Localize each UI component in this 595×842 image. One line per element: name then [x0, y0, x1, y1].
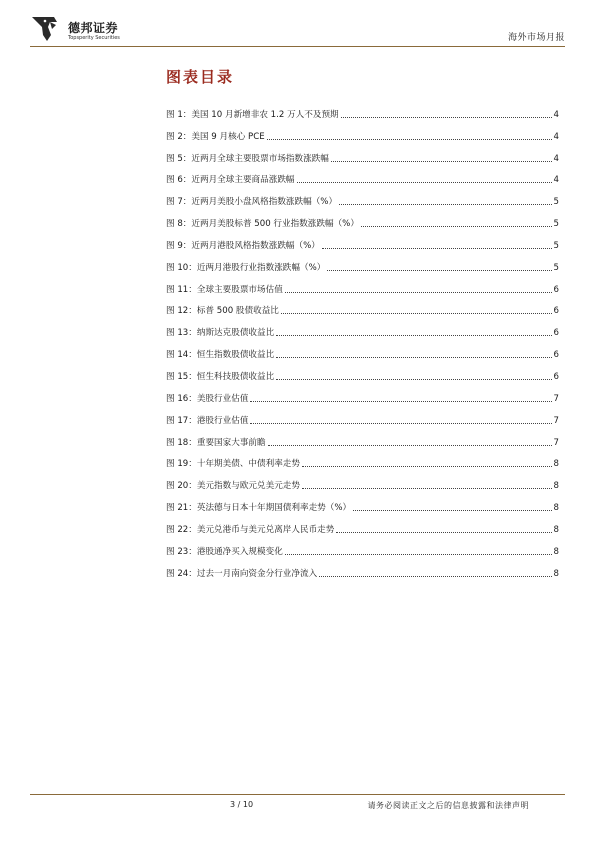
toc-entry[interactable]: [166, 361, 559, 383]
toc-entry-label[interactable]: 图 10：近两月港股行业指数涨跌幅（%）: [166, 262, 326, 273]
toc-entry-label[interactable]: 图 9：近两月港股风格指数涨跌幅（%）: [166, 240, 320, 251]
toc-entry-label[interactable]: 图 8：近两月美股标普 500 行业指数涨跌幅（%）: [166, 219, 359, 230]
toc-entry-page[interactable]: 6: [553, 350, 559, 361]
toc-entry-label[interactable]: 图 24：过去一月南向资金分行业净流入: [166, 568, 318, 579]
toc-entry[interactable]: [166, 230, 559, 252]
toc-entry[interactable]: [166, 492, 559, 514]
toc-dot-leader: [281, 313, 552, 314]
toc-entry-page[interactable]: 8: [553, 568, 559, 579]
toc-entry-page[interactable]: 4: [553, 153, 559, 164]
toc-entry-label[interactable]: 图 19：十年期美债、中债利率走势: [166, 459, 300, 470]
toc-entry-label[interactable]: 图 5：近两月全球主要股票市场指数涨跌幅: [166, 153, 329, 164]
toc-entry[interactable]: [166, 208, 559, 230]
toc-entry-page[interactable]: 8: [553, 481, 559, 492]
toc-entry-label[interactable]: 图 21：英法德与日本十年期国债利率走势（%）: [166, 503, 352, 514]
toc-dot-leader: [276, 379, 551, 380]
toc-entry-label[interactable]: 图 16：美股行业估值: [166, 393, 249, 404]
toc-entry[interactable]: [166, 339, 559, 361]
company-name-en: Topsperity Securities: [68, 35, 120, 41]
toc-entry[interactable]: [166, 449, 559, 471]
toc-entry-label[interactable]: 图 17：港股行业估值: [166, 415, 249, 426]
toc-entry-page[interactable]: 8: [553, 524, 559, 535]
deer-logo-icon: [30, 13, 64, 45]
toc-entry-page[interactable]: 7: [553, 393, 559, 404]
toc-entry[interactable]: [166, 317, 559, 339]
toc-entry-label[interactable]: 图 7：近两月美股小盘风格指数涨跌幅（%）: [166, 197, 338, 208]
toc-dot-leader: [285, 554, 552, 555]
toc-entry[interactable]: [166, 274, 559, 296]
toc-dot-leader: [276, 335, 551, 336]
toc-entry-page[interactable]: 6: [553, 371, 559, 382]
company-name-cn: 德邦证券: [68, 21, 119, 35]
toc-entry-label[interactable]: 图 18：重要国家大事前瞻: [166, 437, 266, 448]
toc-entry-label[interactable]: 图 6：近两月全球主要商品涨跌幅: [166, 175, 295, 186]
footer-divider: [30, 794, 565, 795]
toc-entry-page[interactable]: 6: [553, 306, 559, 317]
toc-dot-leader: [250, 401, 551, 402]
toc-dot-leader: [353, 510, 551, 511]
toc-entry-page[interactable]: 4: [553, 109, 559, 120]
toc-dot-leader: [327, 270, 551, 271]
toc-entry-label[interactable]: 图 14：恒生指数股债收益比: [166, 350, 275, 361]
toc-entry-label[interactable]: 图 2：美国 9 月核心 PCE: [166, 131, 265, 142]
toc-dot-leader: [322, 248, 552, 249]
toc-dot-leader: [331, 161, 552, 162]
toc-dot-leader: [268, 445, 552, 446]
toc-entry-page[interactable]: 7: [553, 415, 559, 426]
toc-dot-leader: [341, 117, 552, 118]
toc-entry-label[interactable]: 图 13：纳斯达克股债收益比: [166, 328, 275, 339]
toc-entry-label[interactable]: 图 11：全球主要股票市场估值: [166, 284, 283, 295]
toc-entry-label[interactable]: 图 15：恒生科技股债收益比: [166, 371, 275, 382]
toc-entry-page[interactable]: 8: [553, 546, 559, 557]
toc-entry[interactable]: [166, 99, 559, 121]
toc-entry-label[interactable]: 图 20：美元指数与欧元兑美元走势: [166, 481, 300, 492]
toc-dot-leader: [302, 466, 552, 467]
toc-entry-label[interactable]: 图 22：美元兑港币与美元兑离岸人民币走势: [166, 524, 335, 535]
toc-dot-leader: [336, 532, 551, 533]
toc-entry[interactable]: [166, 252, 559, 274]
toc-list: [166, 99, 559, 580]
toc-dot-leader: [319, 576, 551, 577]
toc-dot-leader: [297, 182, 552, 183]
toc-entry-label[interactable]: 图 1：美国 10 月新增非农 1.2 万人不及预期: [166, 109, 339, 120]
toc-entry-label[interactable]: 图 12：标普 500 股债收益比: [166, 306, 279, 317]
toc-title: 图表目录: [166, 68, 235, 86]
toc-entry[interactable]: [166, 143, 559, 165]
toc-entry-page[interactable]: 8: [553, 503, 559, 514]
toc-entry-page[interactable]: 6: [553, 284, 559, 295]
toc-entry[interactable]: [166, 165, 559, 187]
toc-entry-page[interactable]: 5: [553, 197, 559, 208]
toc-entry-page[interactable]: 4: [553, 131, 559, 142]
report-type-label: 海外市场月报: [507, 33, 565, 43]
toc-dot-leader: [250, 423, 551, 424]
toc-entry-label[interactable]: 图 23：港股通净买入规模变化: [166, 546, 283, 557]
toc-entry[interactable]: [166, 296, 559, 318]
toc-entry[interactable]: [166, 470, 559, 492]
toc-entry[interactable]: [166, 536, 559, 558]
toc-dot-leader: [285, 292, 552, 293]
toc-dot-leader: [339, 204, 551, 205]
toc-entry[interactable]: [166, 427, 559, 449]
toc-entry[interactable]: [166, 558, 559, 580]
toc-entry[interactable]: [166, 186, 559, 208]
toc-entry-page[interactable]: 5: [553, 262, 559, 273]
page-number: 3 / 10: [230, 800, 254, 809]
toc-entry[interactable]: [166, 121, 559, 143]
toc-entry[interactable]: [166, 514, 559, 536]
toc-entry-page[interactable]: 8: [553, 459, 559, 470]
toc-entry-page[interactable]: 5: [553, 219, 559, 230]
toc-entry-page[interactable]: 7: [553, 437, 559, 448]
toc-dot-leader: [361, 226, 552, 227]
toc-dot-leader: [267, 139, 552, 140]
toc-entry-page[interactable]: 6: [553, 328, 559, 339]
toc-entry-page[interactable]: 4: [553, 175, 559, 186]
toc-entry[interactable]: [166, 405, 559, 427]
company-logo: [30, 13, 130, 47]
toc-dot-leader: [276, 357, 551, 358]
toc-entry-page[interactable]: 5: [553, 240, 559, 251]
toc-dot-leader: [302, 488, 552, 489]
toc-entry[interactable]: [166, 383, 559, 405]
legal-disclaimer: 请务必阅读正文之后的信息披露和法律声明: [367, 801, 529, 810]
header-divider: [30, 46, 565, 47]
